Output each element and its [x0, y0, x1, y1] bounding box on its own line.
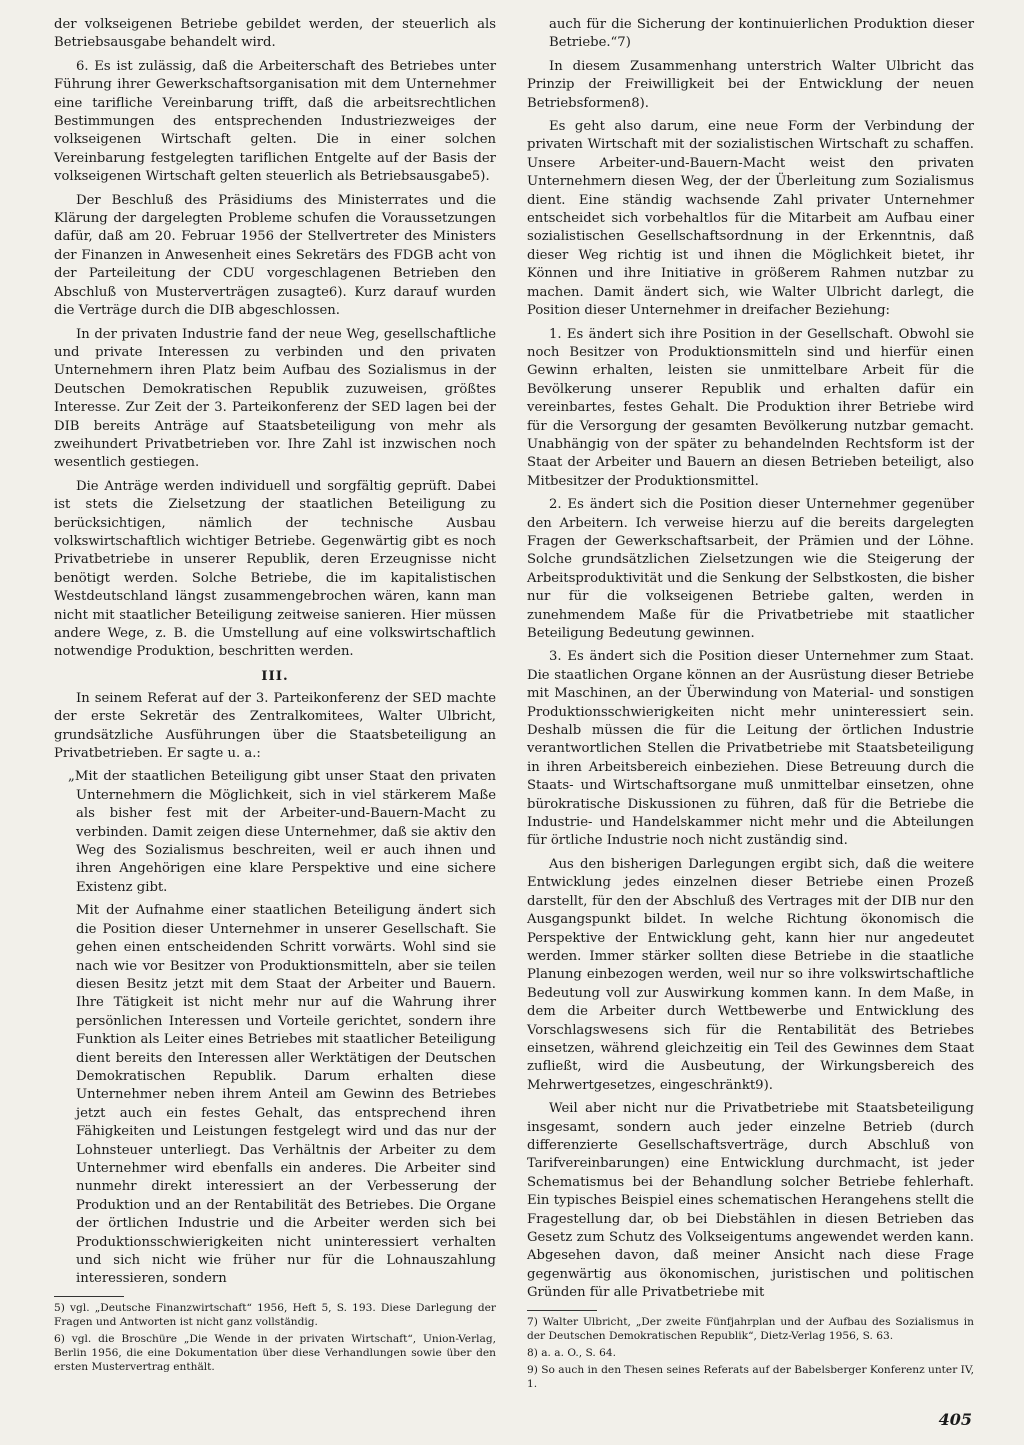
paragraph: der volkseigenen Betriebe gebildet werden, der steuerlich als Betriebsausgabe behandelt wird.: [54, 17, 496, 51]
quote-paragraph: „Mit der staatlichen Beteiligung gibt unser Staat den privaten Unternehmern die Möglichkeit, sich in viel stärkerem Maße als bisher fest mit der Arbeiter-und-Bauern-Macht zu verbinden. Damit zeigen diese Unternehmer, daß sie aktiv den Weg des Sozialismus beschreiten, weil er auch ihnen und ihren Angehörigen eine klare Perspektive und eine sichere Existenz gibt.: [68, 769, 496, 895]
left-column: [54, 16, 496, 1377]
footnote-rule: [54, 1296, 124, 1297]
footnote: 5) vgl. „Deutsche Finanzwirtschaft“ 1956, Heft 5, S. 193. Diese Darlegung der Fragen und Antworten ist nicht ganz vollständig.: [54, 1301, 496, 1328]
paragraph: Der Beschluß des Präsidiums des Ministerrates und die Klärung der dargelegten Probleme schufen die Voraussetzungen dafür, daß am 20. Februar 1956 der Stellvertreter des Ministers der Finanzen in Anwesenheit eines Sekretärs des FDGB acht von der Parteileitung der CDU vorgeschlagenen Betrieben den Abschluß von Musterverträgen zusagte6). Kurz darauf wurden die Verträge durch die DIB abgeschlossen.: [54, 192, 496, 319]
footnote: 9) So auch in den Thesen seines Referats auf der Babelsberger Konferenz unter IV, 1.: [527, 1363, 974, 1390]
footnote: 6) vgl. die Broschüre „Die Wende in der privaten Wirtschaft“, Union-Verlag, Berlin 1956, die eine Dokumentation über diese Verhandlungen sowie über den ersten Mustervertrag enthält.: [54, 1332, 496, 1373]
paragraph: 2. Es ändert sich die Position dieser Unternehmer gegenüber den Arbeitern. Ich verweise hierzu auf die bereits dargelegten Fragen der Gewerkschaftsarbeit, der Prämien und der Löhne. Solche grundsätzlichen Zielsetzungen wie die Steigerung der Arbeitsproduktivität und die Senkung der Selbstkosten, die bisher nur für die volkseigenen Betriebe galten, werden in zunehmendem Maße für die Privatbetriebe mit staatlicher Beteiligung Bedeutung gewinnen.: [527, 497, 974, 641]
footnote: 7) Walter Ulbricht, „Der zweite Fünfjahrplan und der Aufbau des Sozialismus in der Deutschen Demokratischen Republik“, Dietz-Verlag 1956, S. 63.: [527, 1315, 974, 1342]
section-heading: III.: [261, 667, 289, 684]
paragraph: Es geht also darum, eine neue Form der Verbindung der privaten Wirtschaft mit der sozialistischen Wirtschaft zu schaffen. Unsere Arbeiter-und-Bauern-Macht weist den privaten Unternehmern diesen Weg, der der Überleitung zum Sozialismus dient. Eine ständig wachsende Zahl privater Unternehmer entscheidet sich vorbehaltlos für die Mitarbeit am Aufbau einer sozialistischen Gesellschaftsordnung in der Erkenntnis, daß dieser Weg richtig ist und ihnen die Möglichkeit bietet, ihr Können und ihre Initiative in größerem Rahmen nutzbar zu machen. Damit ändert sich, wie Walter Ulbricht darlegt, die Position dieser Unternehmer in dreifacher Beziehung:: [527, 119, 974, 319]
page-number: 405: [938, 1410, 972, 1429]
quote-paragraph: auch für die Sicherung der kontinuierlichen Produktion dieser Betriebe.“7): [549, 17, 974, 51]
paragraph: In der privaten Industrie fand der neue Weg, gesellschaftliche und private Interessen zu verbinden und den privaten Unternehmern ihren Platz beim Aufbau des Sozialismus in der Deutschen Demokratischen Republik zuzuweisen, größtes Interesse. Zur Zeit der 3. Parteikonferenz der SED lagen bei der DIB bereits Anträge auf Staatsbeteiligung von mehr als zweihundert Privatbetrieben vor. Ihre Zahl ist inzwischen noch wesentlich gestiegen.: [54, 326, 496, 471]
paragraph: 1. Es ändert sich ihre Position in der Gesellschaft. Obwohl sie noch Besitzer von Produktionsmitteln sind und hierfür einen Gewinn erhalten, leisten sie unmittelbare Arbeit für die Bevölkerung unserer Republik und erhalten dafür ein vereinbartes, festes Gehalt. Die Produktion ihrer Betriebe wird für die Versorgung der gesamten Bevölkerung nutzbar gemacht. Unabhängig von der später zu behandelnden Rechtsform ist der Staat der Arbeiter und Bauern an diesen Betrieben beteiligt, also Mitbesitzer der Produktionsmittel.: [527, 326, 974, 489]
quote-paragraph: Mit der Aufnahme einer staatlichen Beteiligung ändert sich die Position dieser Unternehmer in unserer Gesellschaft. Sie gehen einen entscheidenden Schritt vorwärts. Wohl sind sie nach wie vor Besitzer von Produktionsmitteln, aber sie teilen diesen Besitz jetzt mit dem Staat der Arbeiter und Bauern. Ihre Tätigkeit ist nicht mehr nur auf die Wahrung ihrer persönlichen Interessen und Vorteile gerichtet, sondern ihre Funktion als Leiter eines Betriebes mit staatlicher Beteiligung dient bereits den Interessen aller Werktätigen der Deutschen Demokratischen Republik. Darum erhalten diese Unternehmer neben ihrem Anteil am Gewinn des Betriebes jetzt auch ein festes Gehalt, das entsprechend ihren Fähigkeiten und Leistungen festgelegt wird und das nur der Lohnsteuer unterliegt. Das Verhältnis der Arbeiter zu dem Unternehmer wird ebenfalls ein anderes. Die Arbeiter sind nunmehr direkt interessiert an der Verbesserung der Produktion und an der Rentabilität des Betriebes. Die Organe der örtlichen Industrie und die Arbeiter werden sich bei Produktionsschwierigkeiten nicht uninteressiert verhalten und sich nicht wie früher nur für die Lohnauszahlung interessieren, sondern: [76, 903, 496, 1287]
footnote-rule: [527, 1310, 597, 1311]
paragraph: Weil aber nicht nur die Privatbetriebe mit Staatsbeteiligung insgesamt, sondern auch jeder einzelne Betrieb (durch differenzierte Gesellschaftsverträge, durch Abschluß von Tarifvereinbarungen) eine Entwicklung durchmacht, ist jeder Schematismus bei der Behandlung solcher Betriebe fehlerhaft. Ein typisches Beispiel eines schematischen Herangehens stellt die Fragestellung dar, ob bei Diebstählen in diesen Betrieben das Gesetz zum Schutz des Volkseigentums angewendet werden kann. Abgesehen davon, daß meiner Ansicht nach diese Frage gegenwärtig aus ökonomischen, juristischen und politischen Gründen für alle Privatbetriebe mit: [527, 1101, 974, 1301]
paragraph: Die Anträge werden individuell und sorgfältig geprüft. Dabei ist stets die Zielsetzung der staatlichen Beteiligung zu berücksichtigen, nämlich der technische Ausbau volkswirtschaftlich wichtiger Betriebe. Gegenwärtig gibt es noch Privatbetriebe in unserer Republik, deren Erzeugnisse nicht benötigt werden. Solche Betriebe, die im kapitalistischen Westdeutschland längst zusammengebrochen wären, kann man nicht mit staatlicher Beteiligung zeitweise sanieren. Hier müssen andere Wege, z. B. die Umstellung auf eine volkswirtschaftlich notwendige Produktion, beschritten werden.: [54, 478, 496, 660]
paragraph: 3. Es ändert sich die Position dieser Unternehmer zum Staat. Die staatlichen Organe können an der Ausrüstung dieser Betriebe mit Maschinen, an der Überwindung von Material- und sonstigen Produktionsschwierigkeiten nicht mehr uninteressiert sein. Deshalb müssen die für die Leitung der örtlichen Industrie verantwortlichen Stellen die Privatbetriebe mit Staatsbeteiligung in ihren Arbeitsbereich einbeziehen. Diese Betreuung durch die Staats- und Wirtschaftsorgane muß unmittelbar einsetzen, ohne bürokratische Diskussionen zu führen, daß für die Betriebe die Industrie- und Handelskammer nicht mehr und die Abteilungen für örtliche Industrie noch nicht zuständig sind.: [527, 649, 974, 849]
right-column: [527, 16, 974, 1394]
paragraph: In seinem Referat auf der 3. Parteikonferenz der SED machte der erste Sekretär des Zentralkomitees, Walter Ulbricht, grundsätzliche Ausführungen über die Staatsbeteiligung an Privatbetrieben. Er sagte u. a.:: [54, 690, 496, 762]
paragraph: In diesem Zusammenhang unterstrich Walter Ulbricht das Prinzip der Freiwilligkeit bei der Entwicklung der neuen Betriebsformen8).: [527, 58, 974, 111]
footnote: 8) a. a. O., S. 64.: [527, 1346, 616, 1359]
paragraph: 6. Es ist zulässig, daß die Arbeiterschaft des Betriebes unter Führung ihrer Gewerkschaftsorganisation mit dem Unternehmer eine tarifliche Vereinbarung trifft, daß die arbeitsrechtlichen Bestimmungen des entsprechenden Industriezweiges der volkseigenen Wirtschaft gelten. Die in einer solchen Vereinbarung festgelegten tariflichen Entgelte auf der Basis der volkseigenen Wirtschaft gelten steuerlich als Betriebsausgabe5).: [54, 58, 496, 185]
paragraph: Aus den bisherigen Darlegungen ergibt sich, daß die weitere Entwicklung jedes einzelnen dieser Betriebe einen Prozeß darstellt, für den der Abschluß des Vertrages mit der DIB nur den Ausgangspunkt bildet. In welche Richtung ökonomisch die Perspektive der Entwicklung geht, kann hier nur angedeutet werden. Immer stärker sollten diese Betriebe in die staatliche Planung einbezogen werden, weil nur so ihre volkswirtschaftliche Bedeutung voll zur Auswirkung kommen kann. In dem Maße, in dem die Arbeiter durch Wettbewerbe und Entwicklung des Vorschlagswesens sich für die Rentabilität des Betriebes einsetzen, während gleichzeitig ein Teil des Gewinnes dem Staat zufließt, wird die Ausbeutung, der Wirkungsbereich des Mehrwertgesetzes, eingeschränkt9).: [527, 856, 974, 1093]
